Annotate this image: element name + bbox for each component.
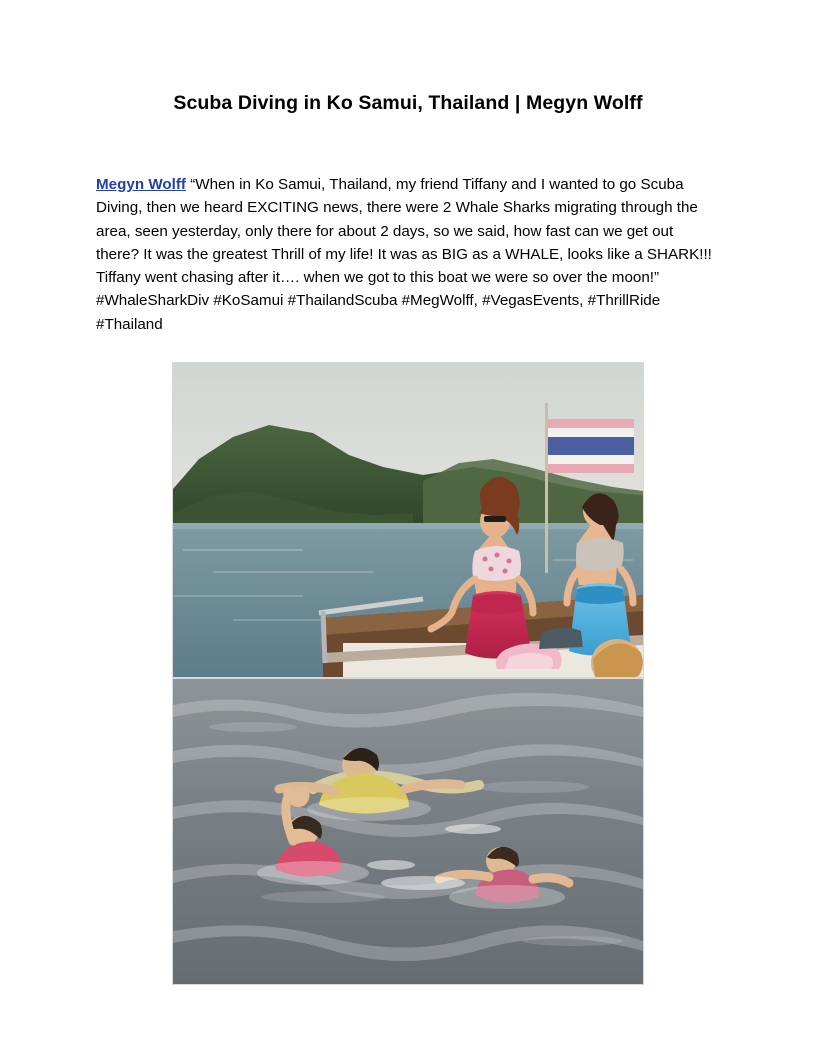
body-paragraph [96,173,720,336]
author-link[interactable]: Megyn Wolff [96,176,186,193]
photo-swimmers-in-ocean [172,678,644,985]
swim-photo-graphic [173,679,643,984]
boat-photo-graphic [173,363,643,677]
photo-two-women-on-boat [172,362,644,678]
page-title: Scuba Diving in Ko Samui, Thailand | Megyn Wolff [173,92,643,114]
body-text: “When in Ko Samui, Thailand, my friend Tiffany and I wanted to go Scuba Diving, then we heard EXCITING news, there were 2 Whale Sharks migrating through the area, seen yesterday, only there for about 2 days, so we said, how fast can we get out there? It was the greatest Thrill of my life! It was as BIG as a WHALE, looks like a SHARK!!! Tiffany went chasing after it…. when we got to this boat we were so over the moon!” #WhaleSharkDiv #KoSamui #ThailandScuba #MegWolff, #VegasEvents, #ThrillRide #Thailand [96,176,712,333]
image-group [96,362,720,985]
